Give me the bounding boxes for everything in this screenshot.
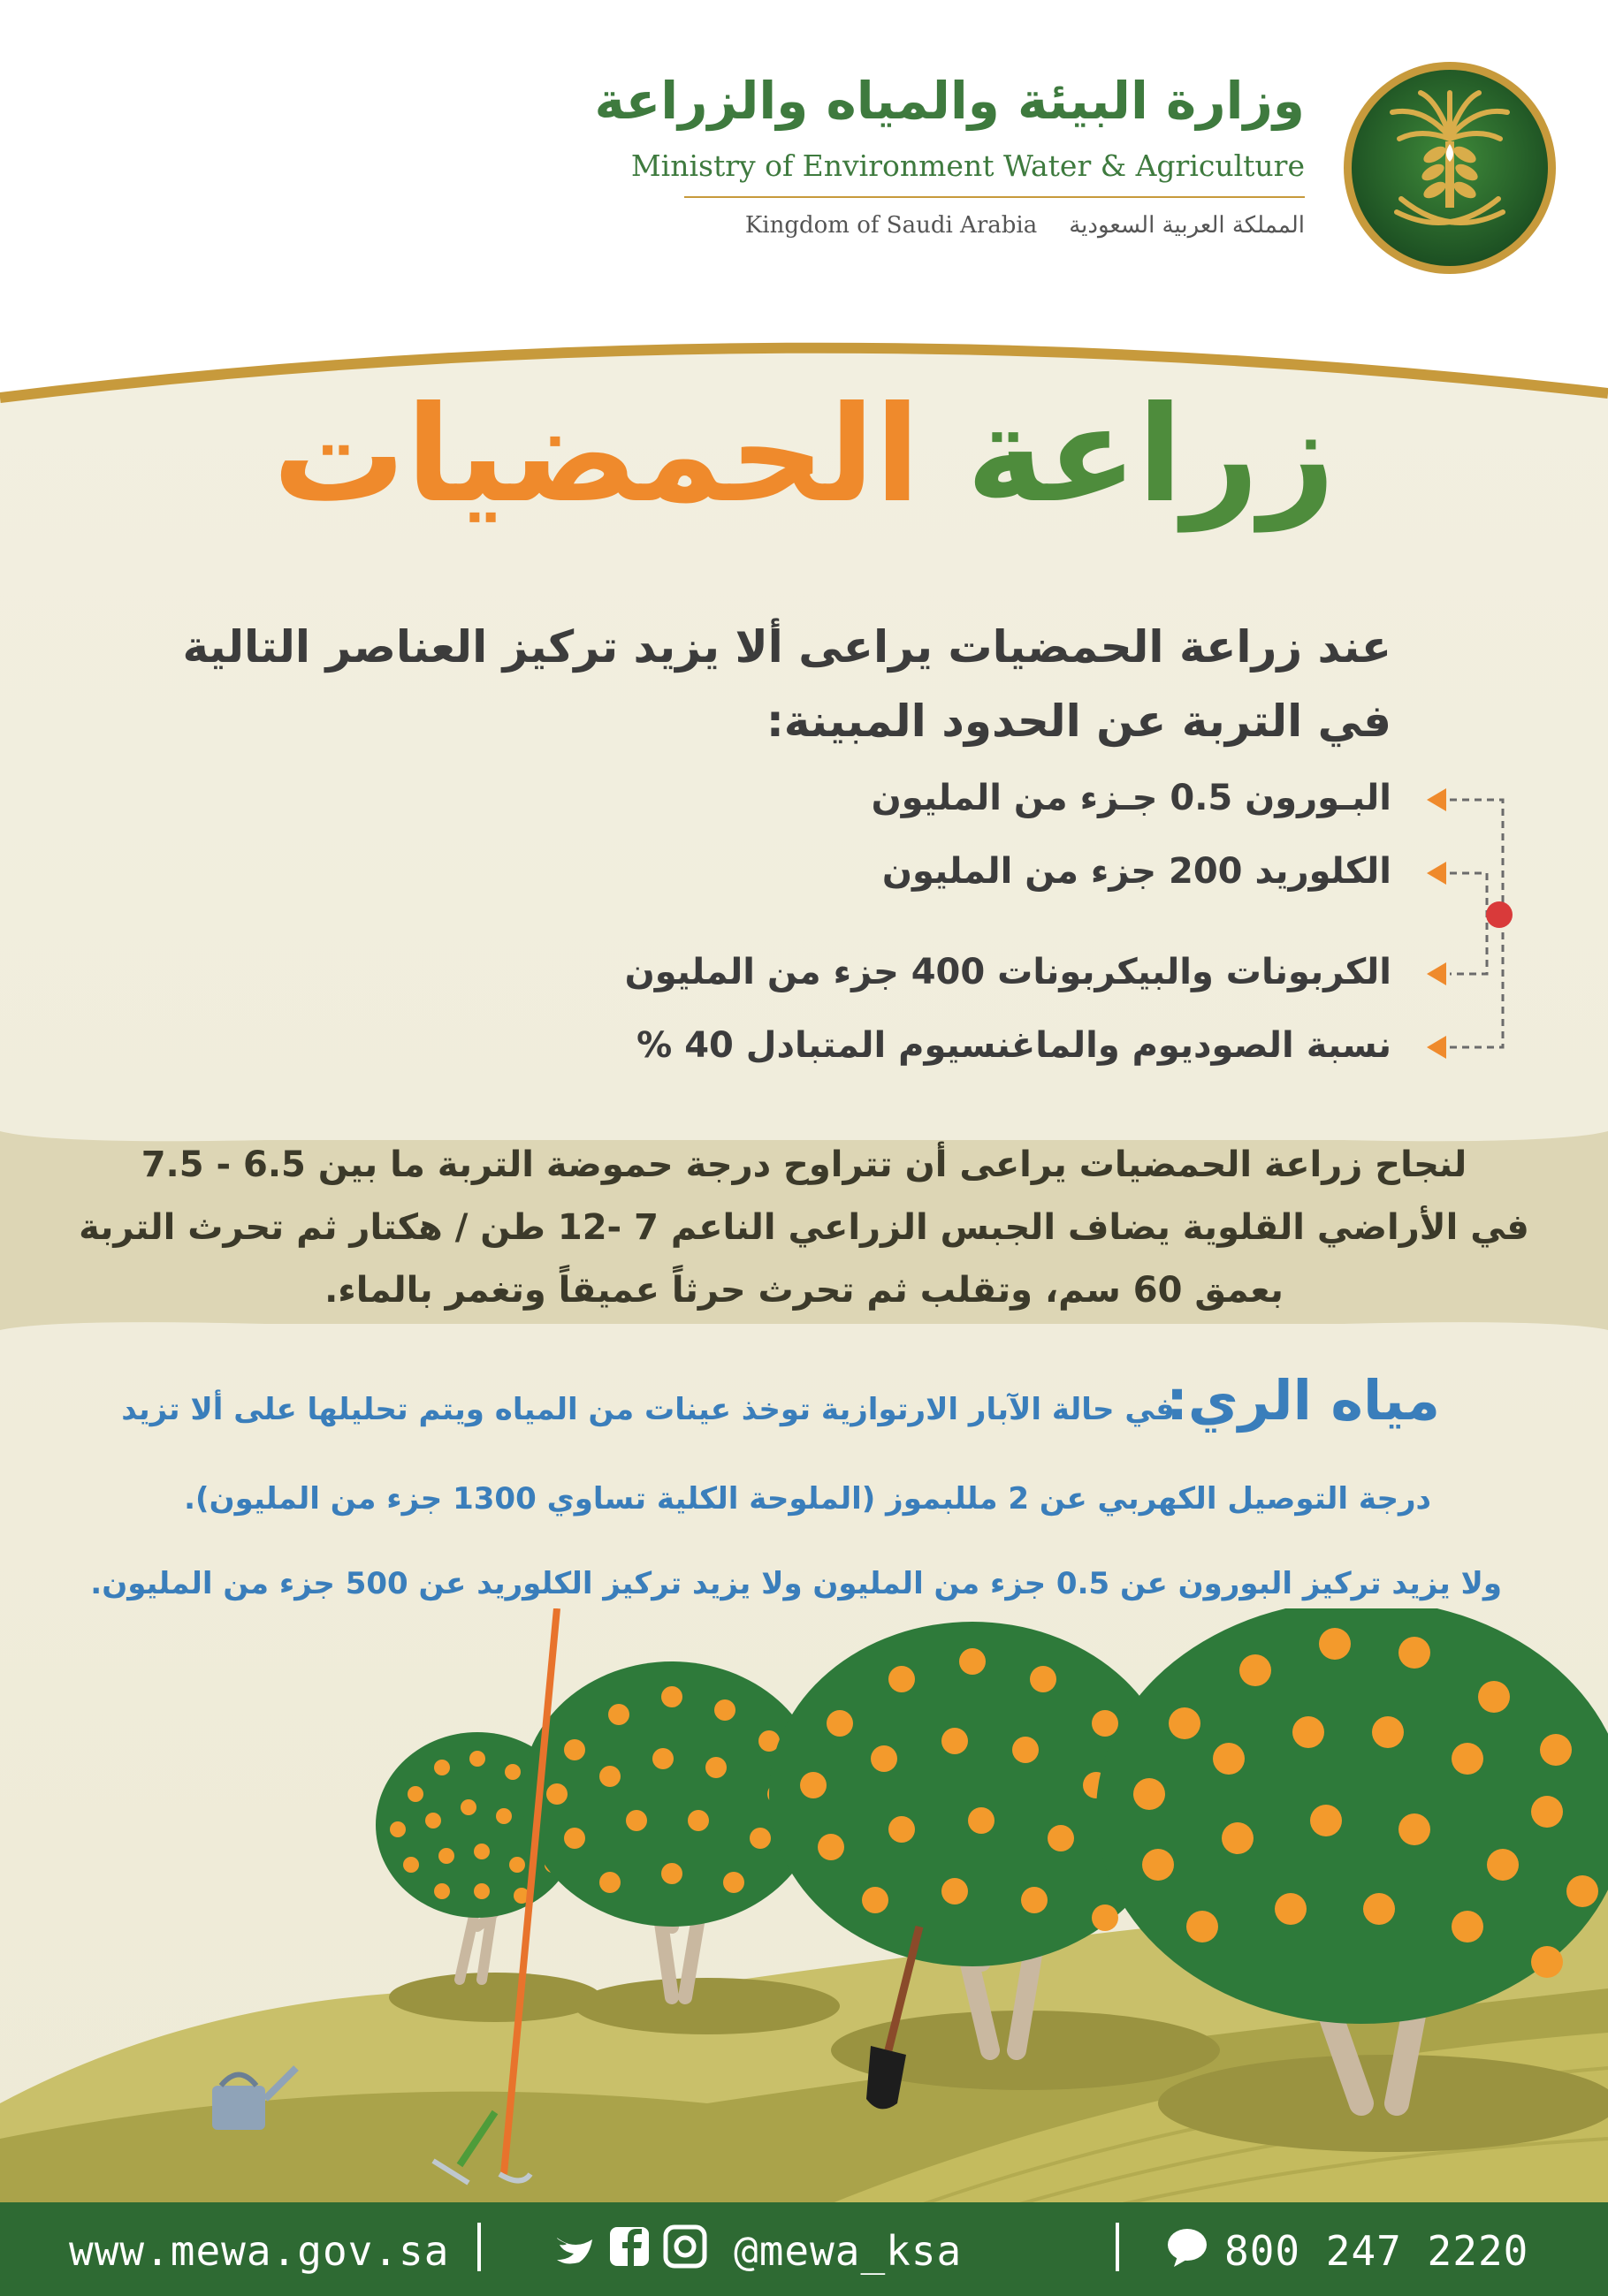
limit-item-chloride: الكلوريد 200 جزء من المليون bbox=[881, 851, 1391, 892]
bullet-arrow-icon bbox=[1427, 1036, 1446, 1059]
bullet-arrow-icon bbox=[1427, 788, 1446, 811]
irrigation-line-2: درجة التوصيل الكهربي عن 2 مللبموز (الملوحة الكلية تساوي 1300 جزء من المليون). bbox=[184, 1481, 1431, 1517]
limit-item-sodium-magnesium: نسبة الصوديوم والماغنسيوم المتبادل 40 % bbox=[636, 1025, 1391, 1066]
page-title bbox=[0, 378, 1608, 532]
website-link[interactable]: www.mewa.gov.sa bbox=[69, 2227, 450, 2275]
orchard-illustration bbox=[0, 1608, 1608, 2218]
title-word-1: زراعة bbox=[966, 378, 1336, 532]
ministry-name-arabic: وزارة البيئة والمياه والزراعة bbox=[594, 71, 1305, 131]
soil-plowing-text: بعمق 60 سم، وتقلب ثم تحرث حرثاً عميقاً وتغمر بالماء. bbox=[324, 1270, 1284, 1311]
connector-dot-icon bbox=[1486, 901, 1513, 928]
social-icons bbox=[553, 2220, 729, 2273]
title-word-2: الحمضيات bbox=[272, 378, 920, 532]
country-name-arabic: المملكة العربية السعودية bbox=[1069, 212, 1305, 239]
bullet-arrow-icon bbox=[1427, 862, 1446, 885]
phone-icon bbox=[1165, 2223, 1209, 2271]
bullet-arrow-icon bbox=[1427, 962, 1446, 985]
country-name bbox=[713, 212, 1305, 239]
soil-gypsum-text: في الأراضي القلوية يضاف الجبس الزراعي الناعم 7 -12 طن / هكتار ثم تحرث التربة bbox=[79, 1207, 1529, 1248]
limit-item-boron: البـورون 0.5 جـزء من المليون bbox=[871, 778, 1391, 818]
phone-number[interactable]: 800 247 2220 bbox=[1224, 2227, 1529, 2275]
irrigation-title: مياه الري: bbox=[1166, 1368, 1440, 1433]
irrigation-line-3: ولا يزيد تركيز البورون عن 0.5 جزء من المليون ولا يزيد تركيز الكلوريد عن 500 جزء من المليون. bbox=[90, 1566, 1502, 1601]
ministry-logo-icon bbox=[1339, 57, 1560, 278]
footer-divider bbox=[1116, 2223, 1119, 2271]
country-name-english: Kingdom of Saudi Arabia bbox=[744, 212, 1038, 239]
footer-divider bbox=[477, 2223, 481, 2271]
list-bracket bbox=[1414, 778, 1520, 1069]
soil-ph-text: لنجاح زراعة الحمضيات يراعى أن تتراوح درجة حموضة التربة ما بين 6.5 - 7.5 bbox=[141, 1144, 1467, 1185]
intro-text: عند زراعة الحمضيات يراعى ألا يزيد تركيز العناصر التالية في التربة عن الحدود المبينة: bbox=[182, 621, 1391, 747]
limit-item-carbonates: الكربونات والبيكربونات 400 جزء من المليون bbox=[624, 952, 1391, 992]
irrigation-line-1: في حالة الآبار الارتوازية توخذ عينات من المياه ويتم تحليلها على ألا تزيد bbox=[121, 1392, 1175, 1427]
ministry-name-english: Ministry of Environment Water & Agriculture bbox=[630, 148, 1305, 183]
instagram-icon[interactable] bbox=[666, 2227, 705, 2266]
twitter-icon[interactable] bbox=[557, 2238, 592, 2263]
header-divider bbox=[684, 196, 1305, 198]
social-handle[interactable]: @mewa_ksa bbox=[734, 2227, 963, 2275]
